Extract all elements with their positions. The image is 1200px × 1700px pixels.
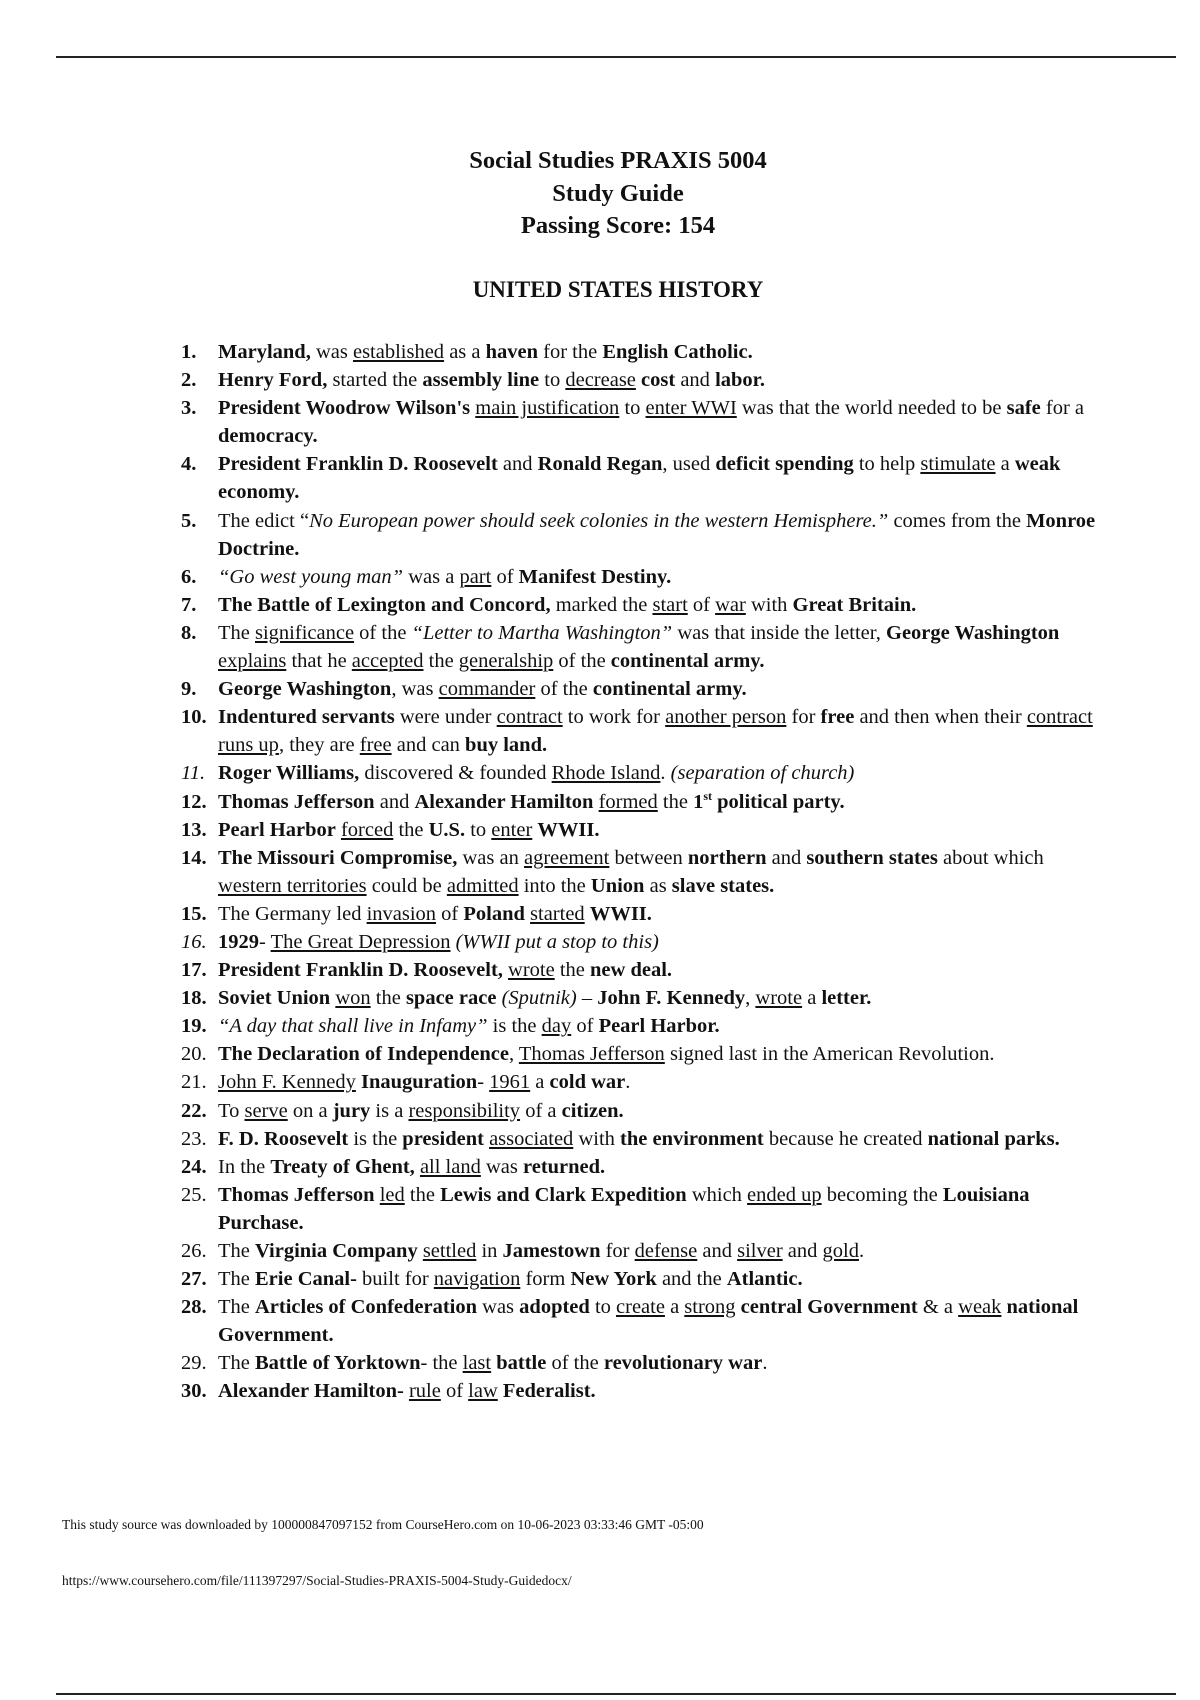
item-text-segment: with	[573, 1127, 621, 1150]
item-text-segment: Rhode Island	[551, 762, 661, 785]
item-text-segment: citizen.	[561, 1099, 624, 1122]
item-text-segment: to	[589, 1296, 617, 1319]
item-text-segment: 1961	[489, 1071, 531, 1094]
item-text-segment: to	[465, 818, 492, 841]
item-text-segment: Thomas Jefferson	[218, 790, 375, 813]
item-text-segment: President Woodrow Wilson's	[218, 397, 471, 420]
item-text-segment: ,	[745, 987, 756, 1010]
list-item	[176, 394, 1096, 450]
item-text-segment: a	[802, 987, 822, 1010]
item-text-segment: In the	[218, 1155, 271, 1178]
item-text-segment: George Washington	[886, 621, 1060, 644]
item-text-segment: U.S.	[428, 818, 466, 841]
item-text-segment: jury	[332, 1099, 371, 1122]
item-text-segment: the environment	[620, 1127, 764, 1150]
item-number: 29.	[181, 1352, 207, 1375]
item-text-segment: Roger Williams,	[218, 762, 360, 785]
study-items-list	[176, 338, 1096, 1406]
item-text-segment: for the	[538, 341, 603, 363]
item-text-segment: was a	[403, 565, 460, 588]
item-text-segment: for	[786, 706, 821, 729]
item-text-segment: To	[218, 1099, 245, 1122]
item-text-segment: ended up	[747, 1183, 822, 1206]
list-item	[176, 703, 1096, 759]
item-text-segment: President Franklin D. Roosevelt,	[218, 959, 503, 982]
list-item	[176, 816, 1096, 844]
item-text-segment: led	[379, 1183, 405, 1206]
item-number: 17.	[181, 959, 207, 982]
item-text-segment: weak	[958, 1296, 1002, 1319]
item-text-segment: established	[352, 341, 445, 363]
item-text-segment: Pearl Harbor	[218, 818, 336, 841]
list-item	[176, 1125, 1096, 1153]
item-text-segment: The	[218, 1296, 255, 1319]
list-item	[176, 788, 1096, 816]
item-text-segment: day	[541, 1015, 572, 1038]
list-item	[176, 1349, 1096, 1377]
item-text-segment: the	[393, 818, 429, 841]
item-text-segment: Monroe Doctrine.	[218, 509, 1096, 560]
item-text-segment: .	[858, 1240, 865, 1262]
item-text-segment: (WWII put a stop to this)	[455, 930, 659, 953]
item-text-segment: contract	[496, 706, 563, 729]
item-number: 21.	[181, 1071, 207, 1094]
item-text-segment: contract runs up	[218, 706, 1093, 757]
item-text-segment: English Catholic.	[602, 341, 753, 363]
item-text-segment: and	[497, 453, 538, 476]
item-text-segment: of the	[546, 1352, 604, 1375]
item-text-segment: serve	[244, 1099, 288, 1122]
item-text-segment: , used	[662, 453, 716, 476]
item-text-segment: Battle of Yorktown	[255, 1352, 421, 1375]
title-line-3: Passing Score: 154	[520, 212, 716, 239]
item-text-segment: (Sputnik)	[501, 987, 577, 1010]
item-number: 28.	[181, 1296, 207, 1319]
item-text-segment: because he created	[763, 1127, 928, 1150]
item-text-segment: and	[675, 369, 716, 392]
item-text-segment: Great Britain.	[792, 593, 917, 616]
item-text-segment: Thomas Jefferson	[218, 1183, 375, 1206]
item-text-segment: of	[491, 565, 519, 588]
item-number: 9.	[181, 678, 197, 701]
item-text-segment: formed	[598, 790, 658, 813]
item-number: 16.	[181, 930, 207, 953]
item-text-segment: form	[520, 1268, 571, 1291]
item-text-segment: the	[657, 790, 694, 813]
item-text-segment: and	[782, 1240, 823, 1262]
item-text-segment: were under	[394, 706, 497, 729]
item-text-segment: built for	[356, 1268, 434, 1291]
top-divider	[56, 56, 1176, 58]
item-text-segment: of the	[553, 650, 611, 673]
item-text-segment: in	[476, 1240, 503, 1262]
item-text-segment: .	[660, 762, 671, 785]
list-item	[176, 1181, 1096, 1237]
item-text-segment: deficit spending	[715, 453, 854, 476]
item-text-segment: war	[715, 593, 746, 616]
item-text-segment: commander	[438, 678, 536, 701]
list-item	[176, 1068, 1096, 1096]
item-text-segment: of a	[520, 1099, 562, 1122]
list-item	[176, 563, 1096, 591]
item-text-segment: of	[436, 902, 464, 925]
item-text-segment: “Go west young man”	[218, 565, 404, 588]
item-text-segment: enter	[491, 818, 533, 841]
item-text-segment: Articles of Confederation	[255, 1296, 478, 1319]
item-text-segment: was that inside the letter,	[672, 621, 887, 644]
item-text-segment: the	[404, 1183, 441, 1206]
item-text-segment: 1	[693, 790, 704, 813]
item-number: 24.	[181, 1155, 207, 1178]
item-text-segment: invasion	[366, 902, 437, 925]
item-text-segment: western territories	[218, 874, 367, 897]
list-item	[176, 1097, 1096, 1125]
item-text-segment: gold	[822, 1240, 859, 1262]
item-text-segment: the	[423, 650, 459, 673]
list-item	[176, 450, 1096, 506]
list-item	[176, 1237, 1096, 1265]
item-text-segment: signed last in the American Revolution.	[664, 1043, 995, 1066]
item-text-segment: could be	[366, 874, 447, 897]
item-text-segment: becoming the	[821, 1183, 943, 1206]
item-number: 4.	[181, 453, 197, 476]
list-item	[176, 928, 1096, 956]
item-text-segment: navigation	[433, 1268, 521, 1291]
item-text-segment: .	[762, 1352, 768, 1375]
item-text-segment: and then when their	[854, 706, 1027, 729]
item-text-segment: responsibility	[408, 1099, 521, 1122]
item-text-segment: The Germany led	[218, 902, 367, 925]
item-number: 14.	[181, 846, 207, 869]
item-text-segment: start	[652, 593, 688, 616]
item-text-segment: rule	[408, 1380, 441, 1403]
item-text-segment: George Washington	[218, 678, 392, 701]
item-text-segment: & a	[917, 1296, 959, 1319]
item-text-segment: law	[468, 1380, 498, 1403]
item-number: 19.	[181, 1015, 207, 1038]
item-text-segment: on a	[287, 1099, 333, 1122]
item-text-segment: main justification	[475, 397, 620, 420]
item-text-segment: admitted	[446, 874, 519, 897]
list-item	[176, 1293, 1096, 1349]
item-text-segment: was	[477, 1296, 520, 1319]
item-number: 7.	[181, 593, 197, 616]
item-text-segment: Henry Ford,	[218, 369, 328, 392]
item-text-segment: wrote	[508, 959, 555, 982]
item-number: 30.	[181, 1380, 207, 1403]
item-text-segment: was an	[457, 846, 524, 869]
item-number: 2.	[181, 369, 197, 392]
list-item	[176, 956, 1096, 984]
item-text-segment: The Declaration of Independence	[218, 1043, 509, 1066]
item-text-segment: marked the	[550, 593, 653, 616]
item-number: 12.	[181, 790, 207, 813]
item-text-segment: Atlantic.	[726, 1268, 803, 1291]
item-text-segment: John F. Kennedy	[597, 987, 746, 1010]
item-text-segment: 1929	[218, 930, 259, 953]
item-text-segment: stimulate	[920, 453, 996, 476]
item-text-segment: weak economy.	[218, 453, 1061, 504]
item-text-segment: Erie Canal-	[255, 1268, 357, 1291]
item-text-segment: free	[359, 734, 392, 757]
item-text-segment: which	[686, 1183, 748, 1206]
item-text-segment: strong	[684, 1296, 736, 1319]
item-text-segment: Alexander Hamilton-	[218, 1380, 404, 1403]
item-text-segment: president	[402, 1127, 484, 1150]
item-text-segment: The Battle of Lexington and Concord,	[218, 593, 551, 616]
item-text-segment: southern states	[806, 846, 938, 869]
item-text-segment: national Government.	[218, 1296, 1079, 1347]
item-text-segment: John F. Kennedy	[218, 1071, 356, 1094]
item-text-segment: Virginia Company	[255, 1240, 418, 1262]
list-item	[176, 675, 1096, 703]
list-item	[176, 1377, 1096, 1405]
list-item	[176, 1265, 1096, 1293]
item-text-segment: No European power should seek colonies in the western Hemisphere.”	[309, 509, 889, 532]
item-text-segment: Union	[590, 874, 645, 897]
item-text-segment: Manifest Destiny.	[518, 565, 672, 588]
item-number: 1.	[181, 341, 197, 363]
item-text-segment: The edict “	[218, 509, 310, 532]
item-text-segment: silver	[737, 1240, 783, 1262]
item-text-segment: Thomas Jefferson	[518, 1043, 665, 1066]
item-number: 25.	[181, 1183, 207, 1206]
list-item	[176, 900, 1096, 928]
item-number: 20.	[181, 1043, 207, 1066]
item-text-segment: that he	[286, 650, 352, 673]
item-text-segment: , they are	[278, 734, 360, 757]
item-text-segment: and the	[656, 1268, 727, 1291]
list-item	[176, 619, 1096, 675]
item-text-segment: Lewis and Clark Expedition	[440, 1183, 687, 1206]
item-text-segment: -	[259, 930, 271, 953]
item-number: 23.	[181, 1127, 207, 1150]
item-text-segment: returned.	[523, 1155, 606, 1178]
item-text-segment: started the	[327, 369, 423, 392]
item-text-segment: (separation of church)	[670, 762, 855, 785]
item-text-segment: and	[374, 790, 415, 813]
item-text-segment: decrease	[565, 369, 636, 392]
item-text-segment: of	[687, 593, 716, 616]
item-text-segment: haven	[485, 341, 539, 363]
item-text-segment: is the	[487, 1015, 542, 1038]
item-text-segment: last	[462, 1352, 492, 1375]
item-text-segment: discovered & founded	[359, 762, 552, 785]
item-text-segment: and can	[391, 734, 466, 757]
item-text-segment: part	[459, 565, 492, 588]
download-notice: This study source was downloaded by 100000847097152 from CourseHero.com on 10-06-2023 03:33:46 GMT -05:00	[62, 1517, 704, 1532]
item-text-segment: New York	[570, 1268, 657, 1291]
list-item	[176, 1040, 1096, 1068]
item-text-segment: –	[576, 987, 598, 1010]
item-text-segment: The	[218, 1240, 255, 1262]
item-text-segment: adopted	[519, 1296, 590, 1319]
item-text-segment: Jamestown	[502, 1240, 601, 1262]
item-text-segment: associated	[489, 1127, 574, 1150]
item-text-segment: to work for	[562, 706, 666, 729]
item-text-segment: Alexander Hamilton	[414, 790, 594, 813]
list-item	[176, 984, 1096, 1012]
item-text-segment: of the	[535, 678, 593, 701]
item-text-segment: President Franklin D. Roosevelt	[218, 453, 498, 476]
item-text-segment: Inauguration	[361, 1071, 478, 1094]
item-text-segment: The Missouri Compromise,	[218, 846, 458, 869]
item-text-segment: between	[609, 846, 688, 869]
item-text-segment: of	[571, 1015, 599, 1038]
item-text-segment: create	[616, 1296, 665, 1319]
item-text-segment: enter WWI	[645, 397, 737, 420]
item-text-segment: slave states.	[671, 874, 775, 897]
item-text-segment: to help	[853, 453, 921, 476]
item-text-segment: comes from the	[888, 509, 1027, 532]
item-text-segment: Soviet Union	[218, 987, 331, 1010]
item-text-segment: revolutionary war	[603, 1352, 763, 1375]
item-number: 11.	[181, 762, 206, 785]
bottom-divider	[56, 1693, 1176, 1695]
list-item	[176, 1012, 1096, 1040]
item-text-segment: WWII.	[537, 818, 600, 841]
item-text-segment: Maryland,	[218, 341, 311, 363]
item-text-segment: a	[530, 1071, 550, 1094]
item-text-segment: central Government	[740, 1296, 918, 1319]
item-text-segment: of the	[354, 621, 412, 644]
item-text-segment: The Great Depression	[270, 930, 451, 953]
item-text-segment: as	[644, 874, 672, 897]
item-number: 27.	[181, 1268, 207, 1291]
item-text-segment: another person	[665, 706, 787, 729]
item-text-segment: is the	[348, 1127, 403, 1150]
item-number: 22.	[181, 1099, 207, 1122]
item-text-segment: .	[625, 1071, 631, 1094]
item-text-segment: northern	[687, 846, 767, 869]
item-text-segment: and	[766, 846, 807, 869]
item-text-segment: assembly line	[422, 369, 540, 392]
item-text-segment: of	[440, 1380, 469, 1403]
item-text-segment: a	[664, 1296, 685, 1319]
item-text-segment: Treaty of Ghent,	[270, 1155, 415, 1178]
item-text-segment: significance	[255, 621, 355, 644]
item-text-segment: Ronald Regan	[537, 453, 663, 476]
item-text-segment: national parks.	[927, 1127, 1060, 1150]
item-text-segment: battle	[496, 1352, 547, 1375]
list-item	[176, 844, 1096, 900]
item-number: 3.	[181, 397, 197, 420]
item-text-segment: won	[335, 987, 371, 1010]
item-text-segment: democracy.	[218, 425, 318, 448]
list-item	[176, 1153, 1096, 1181]
item-text-segment: all land	[419, 1155, 481, 1178]
item-text-segment: “Letter to Martha Washington”	[411, 621, 673, 644]
item-text-segment: to	[539, 369, 566, 392]
item-text-segment: , was	[391, 678, 439, 701]
item-text-segment: buy land.	[465, 734, 548, 757]
item-text-segment: started	[530, 902, 585, 925]
item-text-segment: new deal.	[590, 959, 673, 982]
item-text-segment: as a	[444, 341, 486, 363]
item-number: 18.	[181, 987, 207, 1010]
item-text-segment: labor.	[715, 369, 766, 392]
item-text-segment: into the	[518, 874, 591, 897]
item-text-segment: Federalist.	[502, 1380, 596, 1403]
title-line-1: Social Studies PRAXIS 5004	[469, 147, 767, 174]
item-text-segment: the	[554, 959, 591, 982]
item-number: 8.	[181, 621, 197, 644]
item-text-segment: with	[745, 593, 793, 616]
item-text-segment: WWII.	[589, 902, 652, 925]
item-text-segment: cost	[641, 369, 676, 392]
item-text-segment: a	[995, 453, 1015, 476]
item-number: 13.	[181, 818, 207, 841]
item-text-segment: wrote	[755, 987, 803, 1010]
item-text-segment: safe	[1006, 397, 1041, 420]
item-text-segment: was	[310, 341, 353, 363]
item-text-segment: the	[370, 987, 406, 1010]
list-item	[176, 366, 1096, 394]
item-text-segment: was	[480, 1155, 523, 1178]
item-text-segment: -	[477, 1071, 490, 1094]
item-text-segment: to	[619, 397, 646, 420]
item-text-segment: - the	[420, 1352, 463, 1375]
item-text-segment: is a	[370, 1099, 409, 1122]
item-text-segment: political party.	[712, 790, 845, 813]
list-item	[176, 759, 1096, 787]
item-text-segment: ,	[508, 1043, 519, 1066]
item-text-segment: for a	[1040, 397, 1085, 420]
item-number: 10.	[181, 706, 207, 729]
item-text-segment: defense	[634, 1240, 698, 1262]
list-item	[176, 507, 1096, 563]
item-text-segment: settled	[422, 1240, 477, 1262]
item-text-segment: continental army.	[610, 650, 765, 673]
item-text-segment: Poland	[463, 902, 525, 925]
item-text-segment: agreement	[523, 846, 610, 869]
item-text-segment: “A day that shall live in Infamy”	[218, 1015, 488, 1038]
item-text-segment: Indentured servants	[218, 706, 395, 729]
list-item	[176, 591, 1096, 619]
title-line-2: Study Guide	[552, 179, 684, 207]
item-text-segment: Pearl Harbor.	[598, 1015, 720, 1038]
document-title	[0, 145, 1200, 243]
item-text-segment: accepted	[351, 650, 424, 673]
item-text-segment: about which	[937, 846, 1044, 869]
item-text-segment: The	[218, 1268, 255, 1291]
item-number: 26.	[181, 1240, 207, 1262]
list-item	[176, 338, 1096, 366]
item-number: 6.	[181, 565, 197, 588]
item-text-segment: explains	[218, 650, 287, 673]
item-text-segment: letter.	[821, 987, 872, 1010]
item-text-segment: space race	[405, 987, 497, 1010]
item-text-segment: continental army.	[592, 678, 747, 701]
item-text-segment: free	[820, 706, 855, 729]
item-text-segment: The	[218, 621, 255, 644]
item-text-segment: F. D. Roosevelt	[218, 1127, 349, 1150]
source-url: https://www.coursehero.com/file/111397297/Social-Studies-PRAXIS-5004-Study-Guidedocx/	[62, 1573, 572, 1588]
item-text-segment: The	[218, 1352, 255, 1375]
item-number: 15.	[181, 902, 207, 925]
item-text-segment: was that the world needed to be	[736, 397, 1007, 420]
item-text-segment: cold war	[549, 1071, 626, 1094]
section-heading: UNITED STATES HISTORY	[472, 277, 764, 302]
item-text-segment: for	[600, 1240, 635, 1262]
item-text-segment: st	[703, 788, 712, 803]
item-text-segment: generalship	[458, 650, 554, 673]
item-text-segment: Louisiana Purchase.	[218, 1183, 1030, 1234]
item-number: 5.	[181, 509, 197, 532]
item-text-segment: and	[697, 1240, 738, 1262]
item-text-segment: forced	[340, 818, 394, 841]
